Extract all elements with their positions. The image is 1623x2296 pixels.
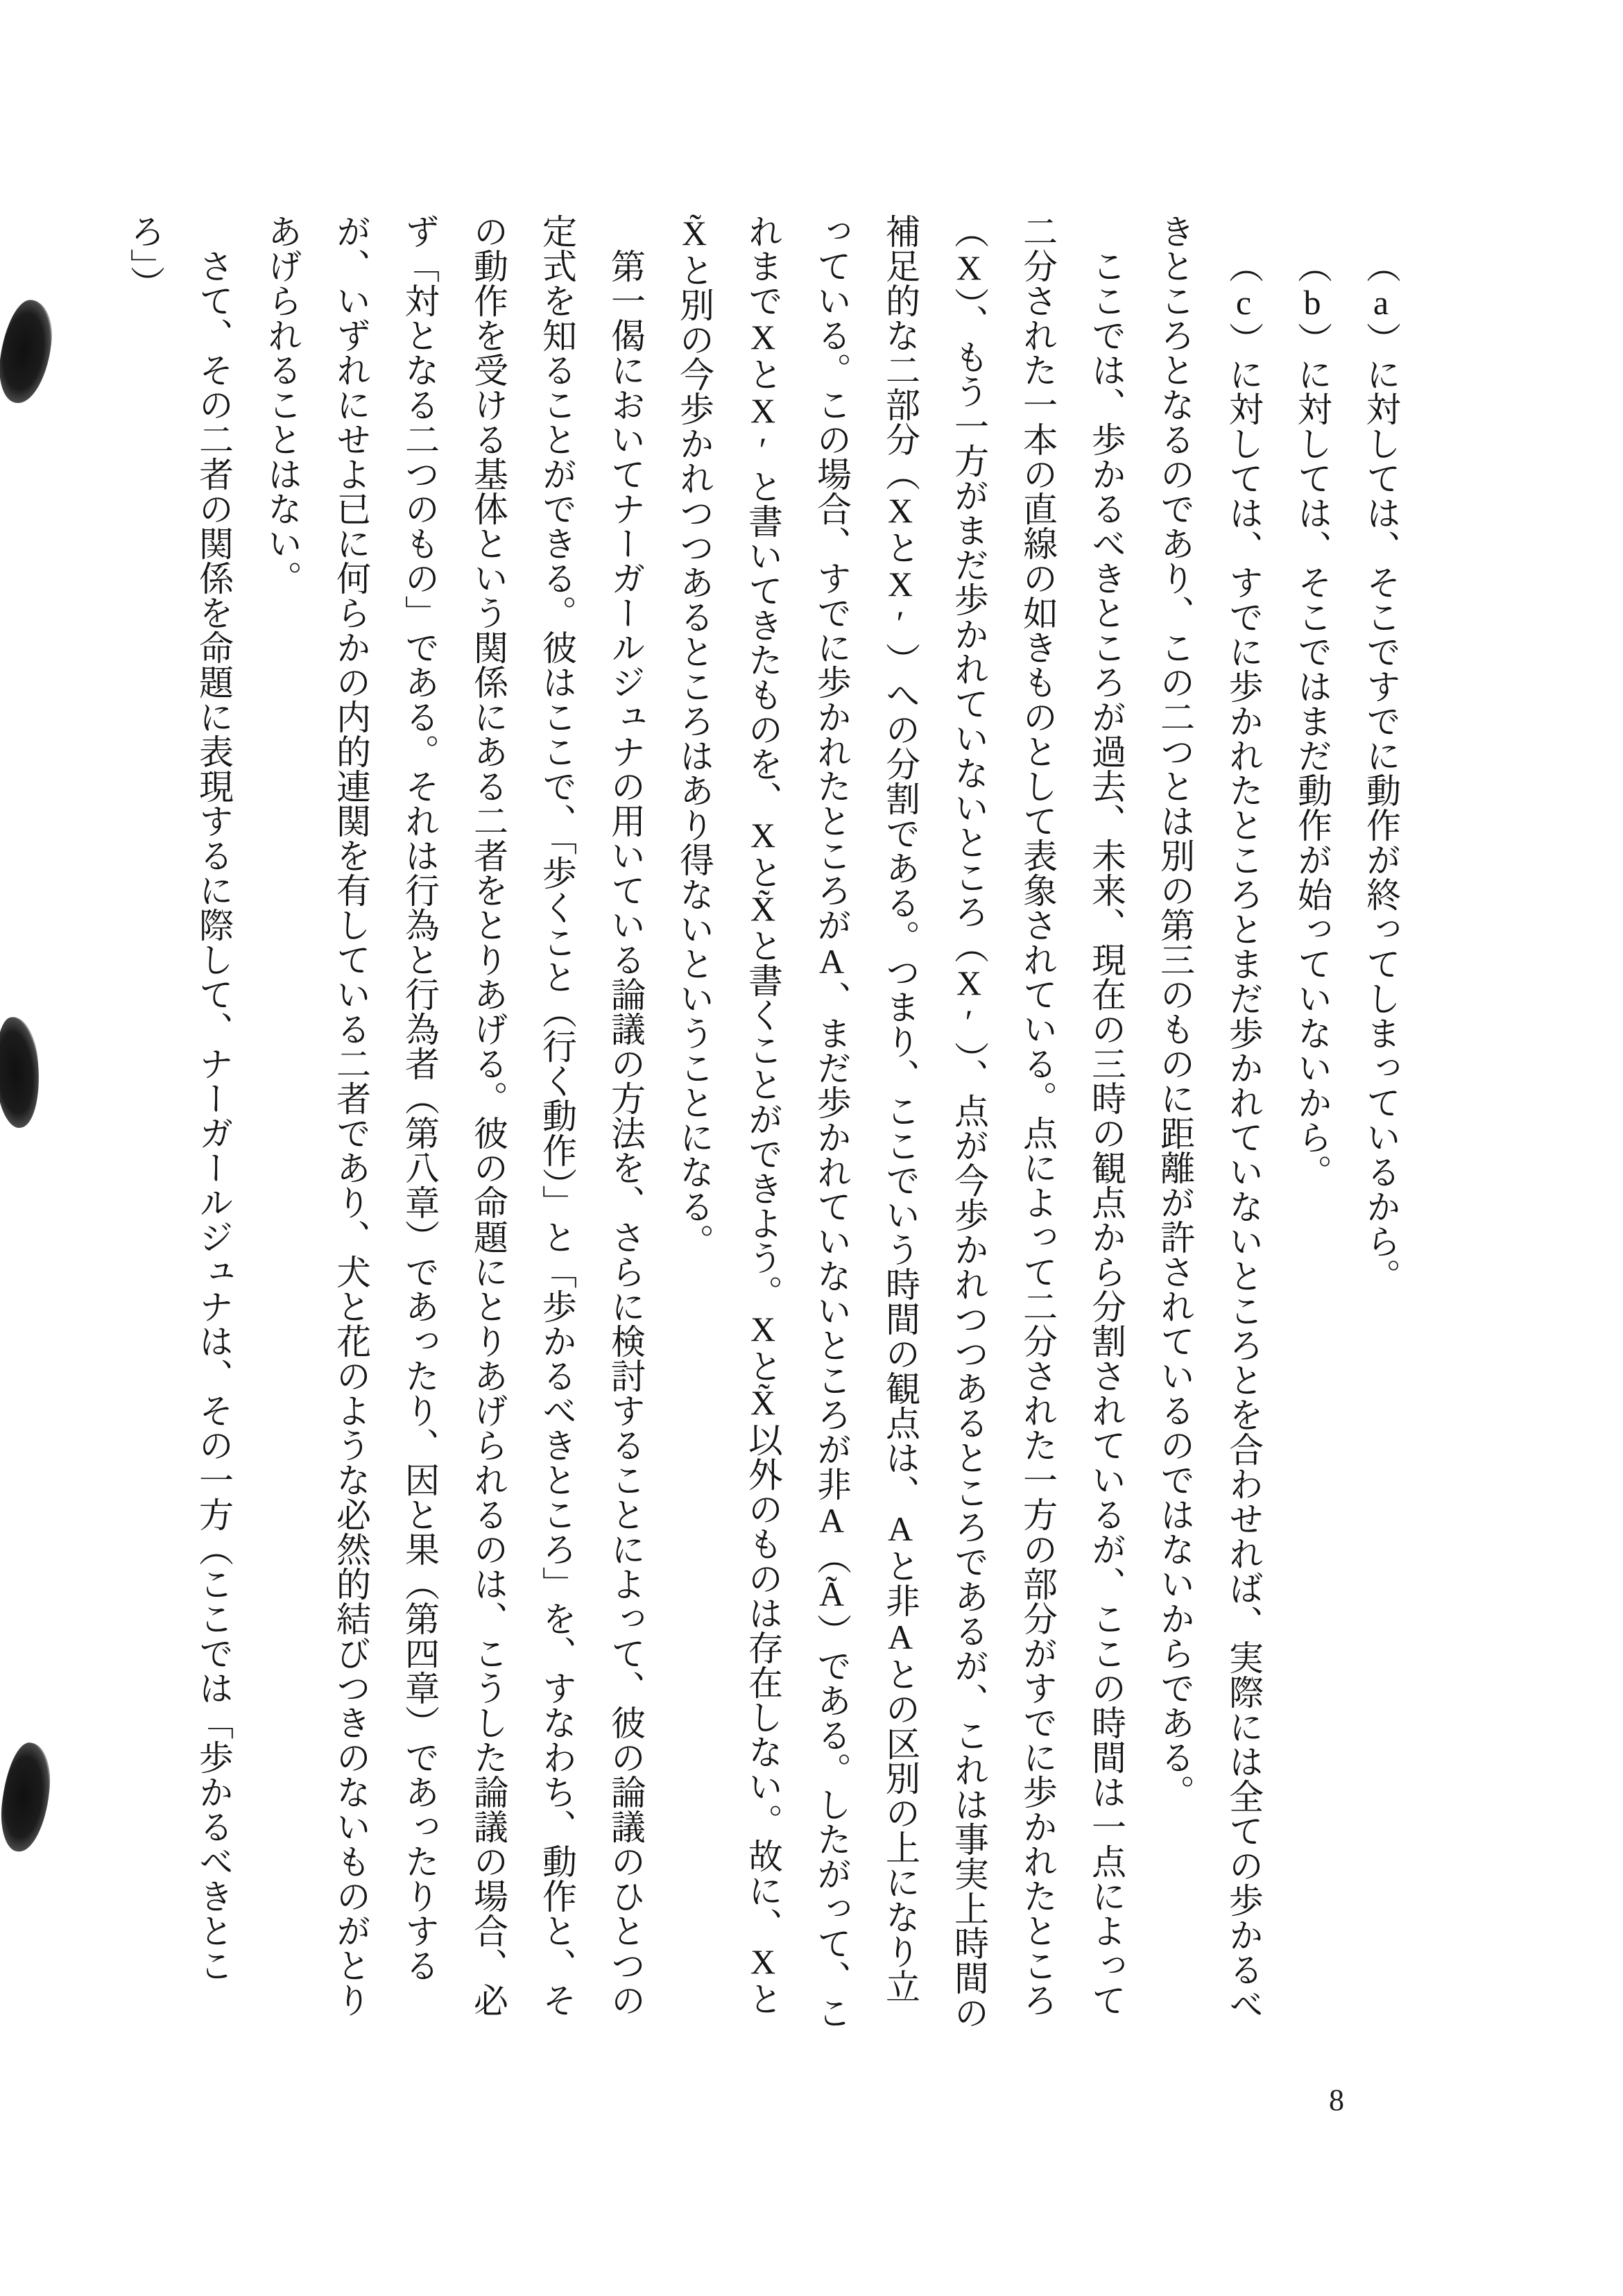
page-number: 8: [1329, 2083, 1344, 2117]
ink-smudge-bottom: [0, 1740, 54, 1854]
paragraph: （b）に対しては、そこではまだ動作が始っていないから。: [1293, 248, 1332, 1189]
paragraph: さて、その二者の関係を命題に表現するに際して、ナーガールジュナは、その一方（ここでは「歩かるべきところ」）: [126, 214, 233, 1982]
paragraph: （a）に対しては、そこですでに動作が終ってしまっているから。: [1362, 248, 1400, 1293]
paragraph: ここでは、歩かるべきところが過去、未来、現在の三時の観点から分割されているが、ここの時間は一点によって二分された一本の直線の如きものとして表象されている。点によって二分された一方の部分がすでに歩かれたところ（X）、もう一方がまだ歩かれていないところ（X′）、点が今歩かれつつあるところであるが、これは事実上時間の補足的な二部分（XとX′）への分割である。つまり、ここでいう時間の観点は、Aと非Aとの区別の上になり立っている。この場合、すでに歩かれたところがA、まだ歩かれていないところが非A（Ã）である。したがって、これまでXとX′と書いてきたものを、XとX̃と書くことができよう。XとX̃以外のものは存在しない。故に、XとX̃と別の今歩かれつつあるところはあり得ないということになる。: [675, 214, 1126, 2030]
ink-smudge-top: [0, 297, 57, 406]
paragraph: （c）に対しては、すでに歩かれたところとまだ歩かれていないところとを合わせれば、実際には全ての歩かるべきところとなるのであり、この二つとは別の第三のものに距離が許されているのではないからである。: [1156, 214, 1263, 2021]
ink-smudge-middle: [0, 1016, 44, 1130]
body-text: [126, 214, 1415, 2034]
paragraph: 第一偈においてナーガールジュナの用いている論議の方法を、さらに検討することによって、彼の論議のひとつの定式を知ることができる。彼はここで、「歩くこと（行く動作）」と「歩かるべきところ」を、すなわち、動作と、その動作を受ける基体という関係にある二者をとりあげる。彼の命題にとりあげられるのは、こうした論議の場合、必ず「対となる二つのもの」である。それは行為と行為者（第八章）であったり、因と果（第四章）であったりするが、いずれにせよ已に何らかの内的連関を有している二者であり、犬と花のような必然的結びつきのないものがとりあげられることはない。: [263, 214, 645, 2017]
